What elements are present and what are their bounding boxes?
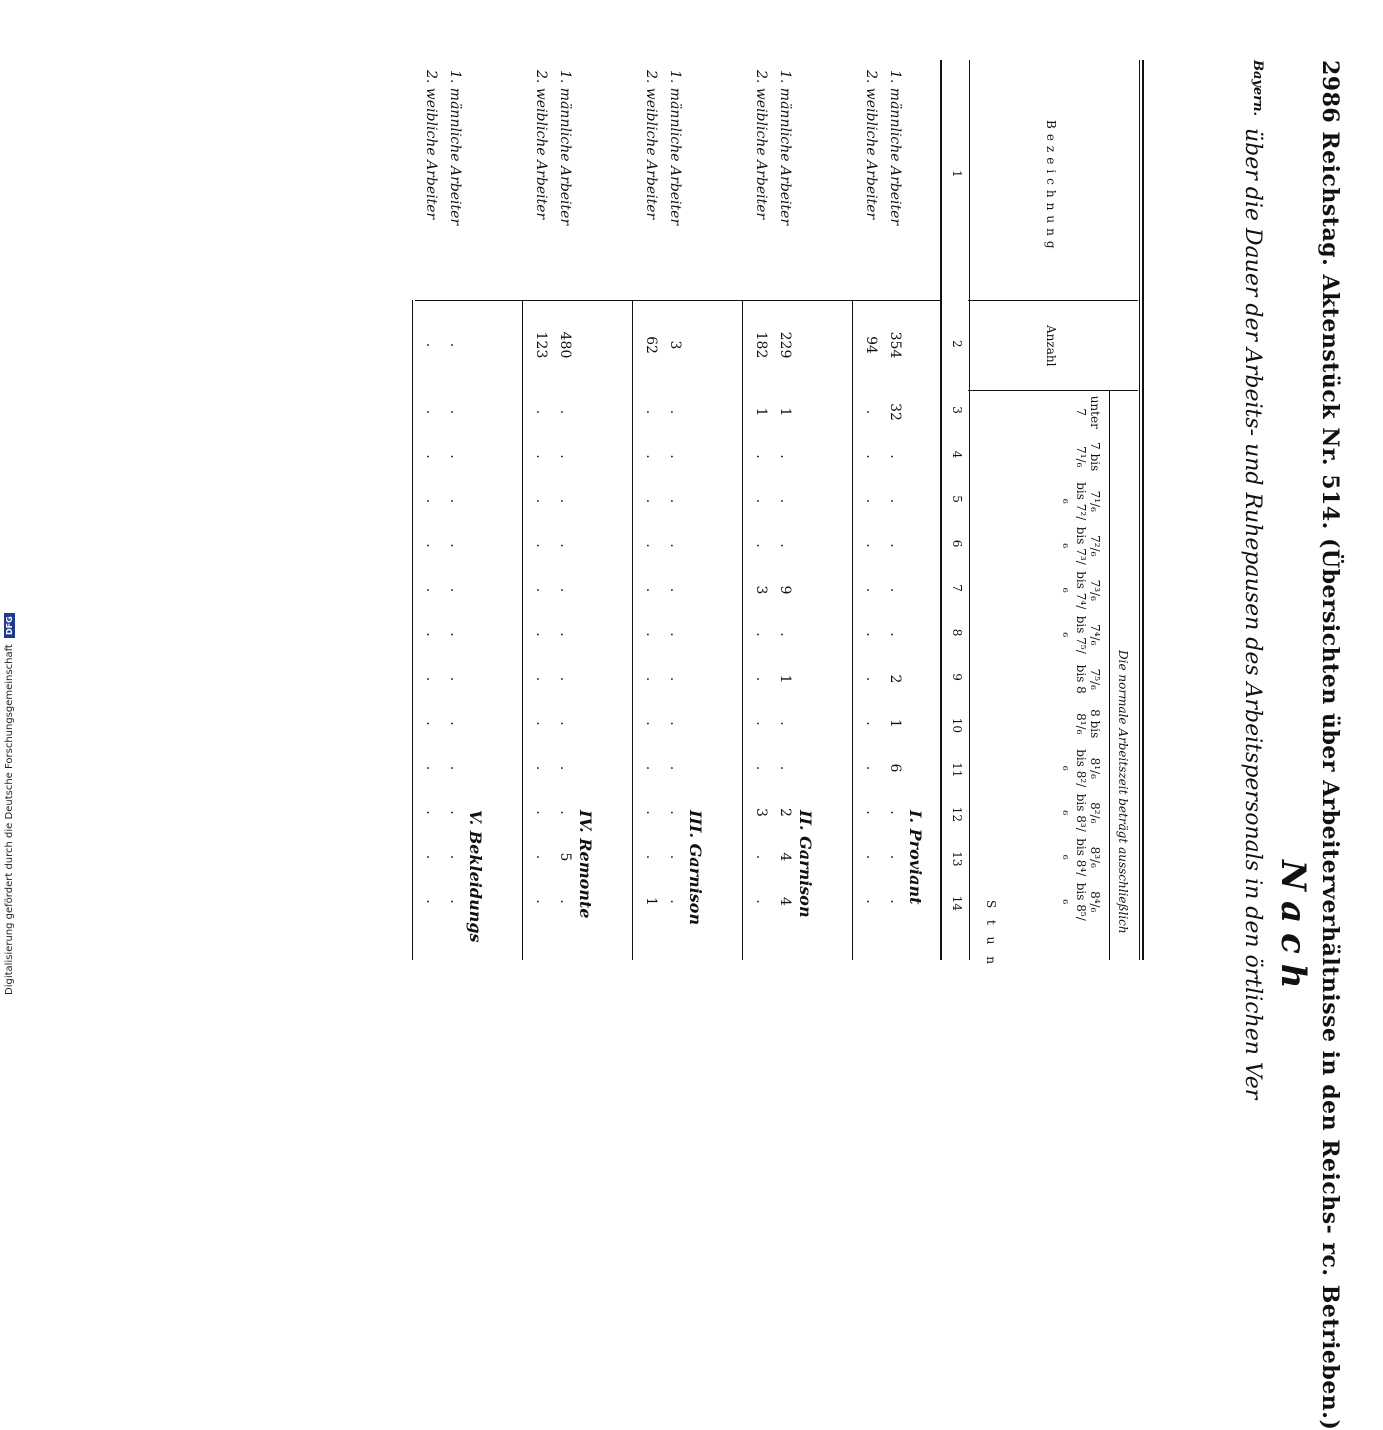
- row-label: 1. männliche Arbeiter: [777, 70, 793, 226]
- row-cell: 3: [753, 585, 769, 595]
- row-cell: .: [447, 543, 463, 548]
- row-cell: .: [557, 543, 573, 548]
- row-cell: .: [447, 498, 463, 504]
- column-number-10: 10: [950, 717, 964, 734]
- subtitle: über die Dauer der Arbeits- und Ruhepausen des Arbeitspersonals in den örtlichen Ver: [1240, 128, 1265, 1100]
- row-cell: .: [533, 765, 549, 771]
- row-cell: .: [447, 854, 463, 860]
- row-cell: .: [777, 721, 793, 726]
- row-count: 3: [667, 340, 683, 350]
- row-cell: .: [423, 810, 439, 815]
- column-number-11: 11: [950, 762, 964, 778]
- row-cell: 2: [887, 674, 903, 684]
- row-label: 2. weibliche Arbeiter: [643, 70, 659, 220]
- table-vrule-body-1: [415, 300, 940, 301]
- section-rule: [412, 300, 413, 960]
- row-cell: .: [557, 765, 573, 771]
- row-label: 2. weibliche Arbeiter: [533, 70, 549, 220]
- row-cell: 3: [753, 808, 769, 817]
- column-number-4: 4: [950, 450, 964, 459]
- number-row-bottom: [940, 60, 942, 960]
- section-title: IV. Remonte: [576, 810, 595, 919]
- row-cell: .: [447, 409, 463, 415]
- table-top-rule-2: [1139, 60, 1140, 960]
- row-cell: .: [533, 587, 549, 593]
- row-cell: .: [533, 676, 549, 682]
- row-cell: .: [447, 676, 463, 682]
- row-cell: .: [533, 721, 549, 726]
- row-cell: .: [643, 765, 659, 771]
- row-cell: .: [557, 899, 573, 904]
- row-cell: .: [533, 632, 549, 637]
- row-cell: .: [777, 454, 793, 459]
- row-cell: .: [643, 676, 659, 682]
- row-count: 480: [557, 331, 573, 359]
- row-cell: .: [557, 454, 573, 459]
- row-cell: .: [423, 409, 439, 415]
- column-number-5: 5: [950, 495, 964, 503]
- row-cell: .: [447, 765, 463, 771]
- dfg-logo: DFG: [4, 613, 15, 638]
- row-cell: 1: [643, 897, 659, 906]
- row-cell: .: [643, 454, 659, 459]
- row-cell: .: [533, 454, 549, 459]
- header-group-label: Die normale Arbeitszeit beträgt ausschließlich: [1116, 650, 1130, 934]
- row-cell: .: [887, 587, 903, 593]
- row-label: 1. männliche Arbeiter: [887, 70, 903, 226]
- row-cell: 4: [777, 852, 793, 862]
- row-cell: .: [887, 454, 903, 459]
- row-count: .: [423, 342, 439, 348]
- section-title: V. Bekleidungs: [466, 810, 485, 943]
- row-cell: 1: [887, 719, 903, 728]
- row-cell: .: [863, 632, 879, 637]
- row-cell: .: [667, 854, 683, 860]
- range-header-9: 7⁵/₆ bis 8: [1074, 664, 1102, 694]
- row-cell: .: [423, 587, 439, 593]
- section-rule: [742, 300, 743, 960]
- row-cell: .: [557, 587, 573, 593]
- row-cell: .: [643, 587, 659, 593]
- row-cell: .: [777, 632, 793, 637]
- section-title: III. Garnison: [686, 810, 705, 926]
- row-cell: .: [423, 899, 439, 904]
- row-cell: .: [863, 498, 879, 504]
- row-cell: .: [887, 498, 903, 504]
- row-cell: .: [753, 721, 769, 726]
- row-cell: .: [423, 454, 439, 459]
- row-cell: .: [447, 632, 463, 637]
- header-vrule-2: [968, 390, 1138, 391]
- section-title: I. Proviant: [906, 810, 925, 905]
- row-cell: .: [533, 498, 549, 504]
- row-cell: .: [557, 810, 573, 815]
- row-cell: 1: [753, 407, 769, 417]
- range-header-5: 7¹/₆ bis 7²/₆: [1060, 482, 1102, 521]
- row-cell: .: [753, 765, 769, 771]
- row-cell: .: [667, 810, 683, 815]
- range-header-6: 7²/₆ bis 7³/₆: [1060, 526, 1102, 565]
- unit-label: S t u n: [984, 900, 998, 968]
- row-cell: .: [887, 810, 903, 815]
- row-cell: 1: [777, 407, 793, 417]
- page-header: 2986 Reichstag. Aktenstück Nr. 514. (Übersichten über Arbeiterverhältnisse in den Reichs- rc. Betrieben.): [1317, 60, 1343, 1430]
- row-cell: .: [863, 676, 879, 682]
- row-cell: .: [753, 543, 769, 548]
- header-vrule-1: [968, 300, 1138, 301]
- row-cell: .: [447, 587, 463, 593]
- section-rule: [852, 300, 853, 960]
- row-cell: .: [863, 721, 879, 726]
- row-cell: .: [863, 899, 879, 904]
- row-cell: .: [557, 498, 573, 504]
- row-cell: 4: [777, 897, 793, 906]
- row-cell: .: [667, 676, 683, 682]
- state-label: Bayern.: [1250, 60, 1265, 117]
- row-count: 62: [643, 336, 659, 354]
- range-header-4: 7 bis 7¹/₆: [1074, 442, 1102, 472]
- row-cell: .: [557, 409, 573, 415]
- row-cell: .: [863, 765, 879, 771]
- row-count: 229: [777, 331, 793, 359]
- row-cell: .: [753, 498, 769, 504]
- row-label: 1. männliche Arbeiter: [557, 70, 573, 226]
- row-label: 2. weibliche Arbeiter: [753, 70, 769, 220]
- column-number-2: 2: [950, 340, 964, 348]
- row-cell: .: [667, 899, 683, 904]
- row-cell: .: [863, 543, 879, 548]
- range-header-8: 7⁴/₆ bis 7⁵/₆: [1060, 615, 1102, 654]
- row-cell: .: [667, 409, 683, 415]
- row-cell: .: [667, 498, 683, 504]
- row-cell: .: [667, 587, 683, 593]
- row-cell: .: [643, 854, 659, 860]
- column-number-13: 13: [950, 851, 964, 867]
- row-cell: .: [753, 632, 769, 637]
- row-count: 182: [753, 331, 769, 359]
- row-cell: .: [667, 454, 683, 459]
- row-cell: 6: [887, 763, 903, 773]
- row-cell: .: [557, 676, 573, 682]
- range-header-11: 8¹/₆ bis 8²/₆: [1060, 749, 1102, 788]
- column-number-14: 14: [950, 895, 964, 912]
- row-cell: .: [753, 899, 769, 904]
- row-cell: 32: [887, 403, 903, 421]
- row-count: 94: [863, 336, 879, 354]
- row-cell: .: [777, 765, 793, 771]
- row-cell: .: [447, 721, 463, 726]
- row-cell: .: [423, 498, 439, 504]
- row-cell: .: [643, 543, 659, 548]
- row-cell: .: [423, 632, 439, 637]
- row-cell: .: [753, 676, 769, 682]
- range-header-14: 8⁴/₆ bis 8⁵/₆: [1060, 882, 1102, 921]
- row-cell: .: [667, 765, 683, 771]
- row-cell: .: [753, 454, 769, 459]
- row-cell: .: [643, 409, 659, 415]
- row-count: 123: [533, 331, 549, 359]
- header-label-col1: Bezeichnung: [1044, 120, 1058, 254]
- header-label-col2: Anzahl: [1044, 325, 1058, 367]
- row-cell: .: [887, 543, 903, 548]
- row-cell: .: [863, 454, 879, 459]
- row-label: 1. männliche Arbeiter: [447, 70, 463, 226]
- row-cell: .: [447, 454, 463, 459]
- range-header-7: 7³/₆ bis 7⁴/₆: [1060, 571, 1102, 610]
- row-count: .: [447, 342, 463, 348]
- row-cell: .: [533, 409, 549, 415]
- row-cell: .: [533, 899, 549, 904]
- row-cell: .: [863, 409, 879, 415]
- number-row-top: [969, 60, 970, 960]
- row-cell: .: [533, 543, 549, 548]
- range-header-3: unter 7: [1074, 395, 1102, 429]
- row-cell: .: [667, 721, 683, 726]
- row-cell: .: [447, 899, 463, 904]
- row-cell: .: [777, 498, 793, 504]
- row-cell: .: [643, 721, 659, 726]
- row-cell: .: [887, 854, 903, 860]
- row-cell: .: [643, 810, 659, 815]
- row-cell: 2: [777, 808, 793, 817]
- row-count: 354: [887, 331, 903, 359]
- column-number-9: 9: [950, 673, 964, 681]
- row-cell: 9: [777, 585, 793, 595]
- row-cell: .: [557, 632, 573, 637]
- row-cell: .: [863, 854, 879, 860]
- column-number-6: 6: [950, 539, 964, 548]
- row-label: 2. weibliche Arbeiter: [863, 70, 879, 220]
- group-rule: [1109, 390, 1110, 960]
- row-cell: .: [423, 854, 439, 860]
- column-number-7: 7: [950, 584, 964, 592]
- column-number-8: 8: [950, 628, 964, 637]
- row-cell: .: [533, 854, 549, 860]
- row-cell: .: [643, 498, 659, 504]
- row-cell: .: [887, 899, 903, 904]
- row-cell: .: [643, 632, 659, 637]
- row-cell: .: [863, 810, 879, 815]
- column-number-12: 12: [950, 806, 964, 823]
- range-header-13: 8³/₆ bis 8⁴/₆: [1060, 838, 1102, 877]
- credit-text: Digitalisierung gefördert durch die Deutsche Forschungsgemeinschaft: [4, 644, 15, 995]
- section-rule: [632, 300, 633, 960]
- row-label: 1. männliche Arbeiter: [667, 70, 683, 226]
- section-rule: [522, 300, 523, 960]
- row-label: 2. weibliche Arbeiter: [423, 70, 439, 220]
- range-header-10: 8 bis 8¹/₆: [1074, 709, 1102, 739]
- footer-credit: [4, 613, 15, 995]
- row-cell: .: [667, 543, 683, 548]
- row-cell: .: [423, 543, 439, 548]
- row-cell: .: [753, 854, 769, 860]
- section-title: II. Garnison: [796, 810, 815, 918]
- column-number-3: 3: [950, 406, 964, 414]
- row-cell: .: [423, 765, 439, 771]
- row-cell: .: [557, 721, 573, 726]
- row-cell: .: [447, 810, 463, 815]
- row-cell: .: [533, 810, 549, 815]
- row-cell: 5: [557, 852, 573, 862]
- row-cell: .: [863, 587, 879, 593]
- row-cell: .: [423, 721, 439, 726]
- title-fragment: Nach: [1273, 860, 1313, 999]
- row-cell: .: [777, 543, 793, 548]
- column-number-1: 1: [950, 170, 964, 178]
- row-cell: .: [887, 632, 903, 637]
- row-cell: 1: [777, 674, 793, 684]
- range-header-12: 8²/₆ bis 8³/₆: [1060, 793, 1102, 832]
- row-cell: .: [667, 632, 683, 637]
- row-cell: .: [423, 676, 439, 682]
- table-top-rule: [1142, 60, 1144, 960]
